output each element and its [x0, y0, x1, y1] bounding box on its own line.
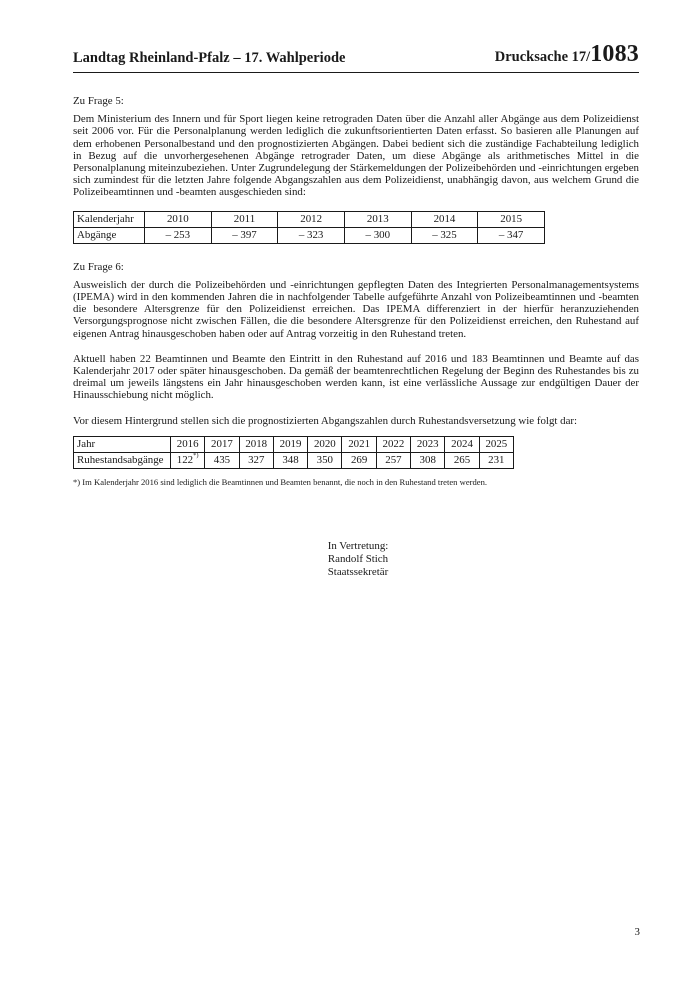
table-row	[74, 452, 514, 468]
table-cell: – 347	[478, 227, 545, 243]
table-cell: 2019	[273, 436, 307, 452]
table-cell: 231	[479, 452, 513, 468]
cell-value: 122	[176, 453, 194, 466]
frage6-heading: Zu Frage 6:	[73, 260, 124, 273]
table-row	[74, 227, 545, 243]
table-cell: 2012	[278, 211, 345, 227]
table-cell: 2025	[479, 436, 513, 452]
table-cell: – 325	[411, 227, 478, 243]
signature-title: Staatssekretär	[327, 566, 389, 578]
table-cell: 2017	[205, 436, 239, 452]
table-cell: 2013	[344, 211, 411, 227]
table-row	[74, 436, 514, 452]
table-cell: 2010	[145, 211, 212, 227]
table-cell: 435	[205, 452, 239, 468]
footnote: *) Im Kalenderjahr 2016 sind lediglich die Beamtinnen und Beamten benannt, die noch in den Ruhestand treten werden.	[73, 476, 488, 487]
table-cell: 2014	[411, 211, 478, 227]
table-cell-footnoted	[171, 452, 205, 468]
parliament-title: Landtag Rheinland-Pfalz – 17. Wahlperiode	[73, 50, 346, 66]
table-cell: 327	[239, 452, 273, 468]
frage6-paragraph-2: Aktuell haben 22 Beamtinnen und Beamte den Eintritt in den Ruhestand auf 2016 und 183 Beamtinnen und Beamte auf das Kalenderjahr 2017 oder später hinausgeschoben. Da gemäß der beamtenrechtlichen Regelung der Beginn des Ruhestandes bis zu dreimal um jeweils längstens ein Jahr hinausgeschoben werden kann, ist eine verlässliche Aussage zur endgültigen Dauer der Hinausschiebung nicht möglich.	[73, 352, 639, 402]
table-row-label: Abgänge	[74, 227, 145, 243]
table-cell: 2024	[445, 436, 479, 452]
table-cell: 2011	[211, 211, 278, 227]
table-cell: 265	[445, 452, 479, 468]
table-cell: 2016	[171, 436, 205, 452]
table-cell: 350	[308, 452, 342, 468]
table-cell: 257	[376, 452, 410, 468]
abgaenge-table	[73, 211, 545, 244]
table-cell: – 300	[344, 227, 411, 243]
table-row-label: Ruhestandsabgänge	[74, 452, 171, 468]
table-cell: 2021	[342, 436, 376, 452]
footnote-marker: *)	[193, 452, 199, 460]
drucksache-number: 1083	[590, 41, 639, 67]
table-cell: 308	[411, 452, 445, 468]
frage6-paragraph-1: Ausweislich der durch die Polizeibehörden und -einrichtungen gepflegten Daten des Integrierten Personalmanagementsystems (IPEMA) wird in den kommenden Jahren die in nachfolgender Tabelle aufgeführte Anzahl von Polizeibeamtinnen und -beamten die besondere Altersgrenze für den Polizeidienst erreichen. Das IPEMA differenziert in der hierfür heranzuziehenden Versorgungsprognose nicht zwischen Fällen, die die besondere Altersgrenze für den Polizeidienst erreichen, den Ruhestand auf eigenen Antrag hinausgeschoben haben oder auf Antrag vorzeitig in den Ruhestand treten.	[73, 278, 639, 340]
table-cell: 2015	[478, 211, 545, 227]
frage5-paragraph: Dem Ministerium des Innern und für Sport liegen keine retrograden Daten über die Anzahl aller Abgänge aus dem Polizeidienst seit 2006 vor. Für die Personalplanung werden lediglich die zukunftsorientierten Daten erfasst. So basieren alle Planungen auf dem erhobenen Personalbestand und den prognostizierten Abgängen. Dabei bedient sich die zuständige Fachabteilung lediglich in Bezug auf die unvorhergesehenen Abgänge retrograder Daten, um diese Abgänge als arithmetisches Mittel in die Personalplanung miteinzubeziehen. Unter Zugrundelegung der Stärkemeldungen der Polizeibehörden und -einrichtungen ergeben sich zumindest für die letzten Jahre folgende Abgangszahlen aus dem Polizeidienst, unabhängig davon, aus welchem Grund die Polizeibeamtinnen und -beamten ausgeschieden sind:	[73, 113, 639, 199]
frage6-paragraph-3: Vor diesem Hintergrund stellen sich die prognostizierten Abgangszahlen durch Ruhestandsversetzung wie folgt dar:	[73, 414, 578, 427]
table-cell: – 323	[278, 227, 345, 243]
page-number: 3	[634, 926, 640, 938]
table-cell: 269	[342, 452, 376, 468]
frage5-heading: Zu Frage 5:	[73, 95, 124, 107]
table-cell: 2020	[308, 436, 342, 452]
document-number	[495, 41, 639, 68]
page-header	[73, 41, 639, 73]
ruhestand-table	[73, 436, 514, 469]
drucksache-prefix: Drucksache 17/	[494, 49, 591, 65]
table-row-label: Jahr	[74, 436, 171, 452]
signature-line-1: In Vertretung:	[327, 540, 389, 552]
table-cell: – 253	[145, 227, 212, 243]
table-row-label: Kalenderjahr	[74, 211, 145, 227]
table-cell: 2018	[239, 436, 273, 452]
signature-block	[0, 540, 700, 579]
document-body	[73, 95, 639, 488]
table-cell: 2023	[411, 436, 445, 452]
table-cell: – 397	[211, 227, 278, 243]
signature-name: Randolf Stich	[327, 553, 389, 565]
table-cell: 348	[273, 452, 307, 468]
table-cell: 2022	[376, 436, 410, 452]
table-row	[74, 211, 545, 227]
